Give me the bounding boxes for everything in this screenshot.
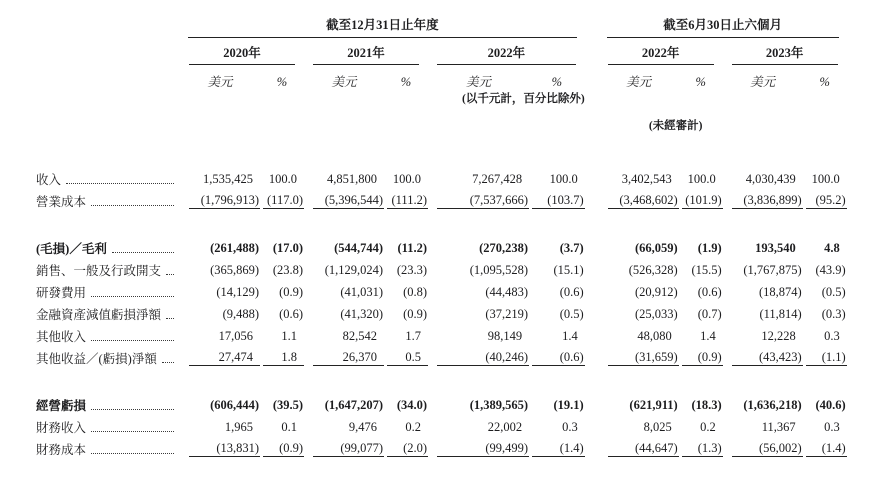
- cell-amount: (56,002): [723, 435, 803, 457]
- table-body: [36, 132, 847, 457]
- cell-percent: (1.9): [697, 240, 722, 255]
- cell-amount: 98,149: [487, 328, 523, 343]
- cell-percent: (3.7): [559, 240, 584, 255]
- cell-percent: (34.0): [396, 397, 428, 412]
- cell-amount: 17,056: [218, 328, 254, 343]
- section-gap: [36, 209, 847, 234]
- cell-percent: 0.3: [824, 328, 840, 343]
- cell-amount: 9,476: [348, 419, 378, 434]
- cell-amount: (40,246): [428, 344, 529, 366]
- cell-percent: (1.4): [803, 435, 847, 457]
- cell-amount: (1,647,207): [324, 397, 384, 412]
- cell-percent: (1.4): [529, 435, 585, 457]
- dot-leader: [91, 340, 174, 341]
- cell-amount: (7,537,666): [428, 187, 529, 209]
- cell-percent: (101.9): [679, 187, 723, 209]
- table-row: [36, 256, 847, 278]
- cell-percent: 0.2: [700, 419, 716, 434]
- group-gap-cell: [585, 391, 599, 413]
- cell-percent: (0.6): [559, 284, 584, 299]
- cell-amount: (9,488): [222, 306, 260, 321]
- cell-amount: (14,129): [216, 284, 260, 299]
- cell-amount: 4,030,439: [745, 171, 796, 186]
- unit-pct-label: %: [695, 74, 706, 89]
- cell-percent: 4.8: [824, 240, 840, 255]
- cell-percent: (2.0): [384, 435, 428, 457]
- cell-amount: (11,814): [759, 306, 802, 321]
- dot-leader: [91, 453, 174, 454]
- cell-amount: (606,444): [210, 397, 260, 412]
- cell-percent: (0.6): [697, 284, 722, 299]
- cell-percent: 1.7: [405, 328, 422, 343]
- cell-amount: (31,659): [599, 344, 679, 366]
- group-gap-cell: [585, 278, 599, 300]
- group-gap-cell: [585, 344, 599, 366]
- cell-percent: 100.0: [268, 171, 298, 186]
- dot-leader: [91, 205, 174, 206]
- cell-amount: (13,831): [180, 435, 260, 457]
- unit-usd-label: 美元: [626, 74, 652, 89]
- table-row: [36, 187, 847, 209]
- cell-amount: (44,647): [599, 435, 679, 457]
- row-label-text: 其他收入: [36, 329, 87, 344]
- cell-percent: 1.4: [700, 328, 716, 343]
- unit-pct-label: %: [819, 74, 830, 89]
- table-row: [36, 278, 847, 300]
- cell-amount: (544,744): [334, 240, 384, 255]
- cell-amount: (270,238): [479, 240, 529, 255]
- unit-header-row: [36, 65, 847, 88]
- cell-percent: (0.9): [260, 435, 304, 457]
- unaudited-note-row: [36, 105, 847, 132]
- cell-amount: (365,869): [210, 262, 260, 277]
- cell-amount: (99,077): [304, 435, 384, 457]
- unit-pct-label: %: [276, 74, 288, 89]
- cell-amount: (25,033): [634, 306, 678, 321]
- year-header-row: [36, 38, 847, 65]
- section-gap: [36, 366, 847, 391]
- cell-amount: 7,267,428: [472, 171, 523, 186]
- cell-percent: 0.3: [562, 419, 578, 434]
- row-label: [36, 187, 180, 209]
- cell-amount: (1,095,528): [469, 262, 529, 277]
- dot-leader: [66, 183, 174, 184]
- cell-percent: 0.2: [405, 419, 422, 434]
- table-row: [36, 234, 847, 256]
- cell-percent: (0.9): [679, 344, 723, 366]
- cell-amount: 1,535,425: [203, 171, 254, 186]
- header-body-gap: [36, 132, 847, 165]
- cell-percent: 100.0: [392, 171, 422, 186]
- dot-leader: [162, 362, 174, 363]
- row-label: [36, 165, 180, 187]
- row-label-text: 銷售、一般及行政開支: [36, 263, 162, 278]
- cell-amount: (20,912): [634, 284, 678, 299]
- prospectus-page: [0, 8, 894, 481]
- cell-percent: (0.9): [279, 284, 304, 299]
- year-2022-interim: 2022年: [608, 47, 714, 66]
- cell-amount: (1,129,024): [324, 262, 384, 277]
- table-row: [36, 435, 847, 457]
- cell-percent: 1.8: [260, 344, 304, 366]
- cell-percent: (0.6): [529, 344, 585, 366]
- cell-amount: 193,540: [755, 240, 796, 255]
- table-row: [36, 300, 847, 322]
- row-label: [36, 256, 180, 278]
- row-label: [36, 278, 180, 300]
- year-2020: 2020年: [189, 47, 295, 66]
- group-gap-cell: [585, 300, 599, 322]
- row-label: [36, 234, 180, 256]
- cell-amount: 48,080: [637, 328, 672, 343]
- group-gap-cell: [585, 256, 599, 278]
- cell-percent: (0.5): [559, 306, 584, 321]
- cell-amount: (43,423): [723, 344, 803, 366]
- cell-percent: (23.8): [272, 262, 304, 277]
- group-gap-cell: [585, 165, 599, 187]
- cell-percent: (0.5): [821, 284, 846, 299]
- unit-pct-label: %: [551, 74, 563, 89]
- cell-amount: (1,796,913): [180, 187, 260, 209]
- cell-percent: 0.1: [281, 419, 298, 434]
- cell-amount: 1,965: [224, 419, 254, 434]
- table-row: [36, 413, 847, 435]
- cell-percent: (43.9): [815, 262, 846, 277]
- cell-amount: 26,370: [304, 344, 384, 366]
- scale-note-row: [36, 88, 847, 105]
- cell-percent: 0.3: [824, 419, 840, 434]
- unit-usd-label: 美元: [207, 74, 233, 89]
- cell-amount: 8,025: [643, 419, 672, 434]
- group-gap-cell: [585, 413, 599, 435]
- year-2021: 2021年: [313, 47, 419, 66]
- row-label-text: 其他收益／(虧損)淨額: [36, 351, 157, 366]
- row-label-text: (毛損)／毛利: [36, 241, 107, 256]
- group-gap-cell: [585, 234, 599, 256]
- row-label: [36, 413, 180, 435]
- year-2022: 2022年: [437, 47, 576, 66]
- cell-amount: (1,636,218): [743, 397, 802, 412]
- year-2023-interim: 2023年: [732, 47, 838, 66]
- cell-percent: (19.1): [553, 397, 584, 412]
- cell-amount: (41,320): [340, 306, 384, 321]
- cell-percent: 100.0: [811, 171, 840, 186]
- cell-percent: (11.2): [397, 240, 428, 255]
- row-label-text: 經營虧損: [36, 398, 87, 413]
- row-label: [36, 344, 180, 366]
- unit-usd-label: 美元: [466, 74, 492, 89]
- dot-leader: [91, 409, 174, 410]
- period-group-row: [36, 8, 847, 38]
- cell-percent: 100.0: [687, 171, 716, 186]
- cell-amount: (1,389,565): [469, 397, 529, 412]
- cell-amount: 12,228: [761, 328, 796, 343]
- cell-percent: (23.3): [396, 262, 428, 277]
- period-group-interim: 截至6月30日止六個月: [607, 19, 839, 39]
- group-gap-cell: [585, 322, 599, 344]
- cell-percent: (117.0): [260, 187, 304, 209]
- group-gap-cell: [585, 187, 599, 209]
- cell-amount: (526,328): [628, 262, 678, 277]
- cell-percent: 100.0: [549, 171, 578, 186]
- row-label-text: 研發費用: [36, 285, 87, 300]
- cell-percent: (15.1): [553, 262, 584, 277]
- dot-leader: [166, 274, 174, 275]
- unaudited-note: (未經審計): [648, 119, 703, 132]
- dot-leader: [112, 252, 174, 253]
- dot-leader: [91, 296, 174, 297]
- cell-amount: (5,396,544): [304, 187, 384, 209]
- row-label: [36, 322, 180, 344]
- cell-amount: (1,767,875): [743, 262, 802, 277]
- cell-amount: (37,219): [485, 306, 529, 321]
- cell-percent: (39.5): [272, 397, 304, 412]
- cell-percent: (1.1): [803, 344, 847, 366]
- cell-percent: (0.8): [403, 284, 428, 299]
- table-row: [36, 322, 847, 344]
- unit-pct-label: %: [400, 74, 412, 89]
- cell-amount: 82,542: [342, 328, 378, 343]
- cell-percent: 1.1: [281, 328, 298, 343]
- cell-amount: (41,031): [340, 284, 384, 299]
- scale-note: (以千元計，百分比除外): [462, 92, 585, 105]
- cell-percent: (0.9): [403, 306, 428, 321]
- cell-amount: 4,851,800: [327, 171, 378, 186]
- row-label-text: 收入: [36, 172, 62, 187]
- cell-percent: 0.5: [384, 344, 428, 366]
- cell-percent: (40.6): [815, 397, 846, 412]
- period-group-annual: 截至12月31日止年度: [188, 19, 577, 39]
- row-label: [36, 435, 180, 457]
- cell-amount: (18,874): [758, 284, 802, 299]
- cell-percent: (0.7): [697, 306, 722, 321]
- cell-percent: (15.5): [691, 262, 722, 277]
- income-statement-table: [36, 8, 847, 457]
- row-label-text: 金融資產減值虧損淨額: [36, 307, 162, 322]
- cell-amount: 11,367: [761, 419, 796, 434]
- cell-amount: 22,002: [487, 419, 523, 434]
- group-gap-cell: [585, 435, 599, 457]
- unit-usd-label: 美元: [331, 74, 357, 89]
- cell-percent: (95.2): [803, 187, 847, 209]
- table-row: [36, 391, 847, 413]
- cell-amount: (66,059): [634, 240, 678, 255]
- unit-usd-label: 美元: [750, 74, 776, 89]
- cell-percent: (103.7): [529, 187, 585, 209]
- dot-leader: [166, 318, 174, 319]
- cell-amount: (261,488): [210, 240, 260, 255]
- row-label: [36, 391, 180, 413]
- cell-percent: (1.3): [679, 435, 723, 457]
- cell-amount: (3,468,602): [599, 187, 679, 209]
- row-label-text: 財務收入: [36, 420, 87, 435]
- cell-amount: (44,483): [485, 284, 529, 299]
- cell-amount: (3,836,899): [723, 187, 803, 209]
- cell-amount: 3,402,543: [621, 171, 672, 186]
- cell-percent: (0.3): [821, 306, 846, 321]
- row-label-text: 營業成本: [36, 194, 87, 209]
- cell-percent: (0.6): [279, 306, 304, 321]
- cell-percent: (111.2): [384, 187, 428, 209]
- dot-leader: [91, 431, 174, 432]
- table-row: [36, 344, 847, 366]
- table-row: [36, 165, 847, 187]
- cell-amount: (621,911): [629, 397, 678, 412]
- cell-percent: (18.3): [691, 397, 722, 412]
- cell-percent: 1.4: [562, 328, 578, 343]
- row-label-text: 財務成本: [36, 442, 87, 457]
- cell-amount: (99,499): [428, 435, 529, 457]
- cell-percent: (17.0): [272, 240, 304, 255]
- row-label: [36, 300, 180, 322]
- cell-amount: 27,474: [180, 344, 260, 366]
